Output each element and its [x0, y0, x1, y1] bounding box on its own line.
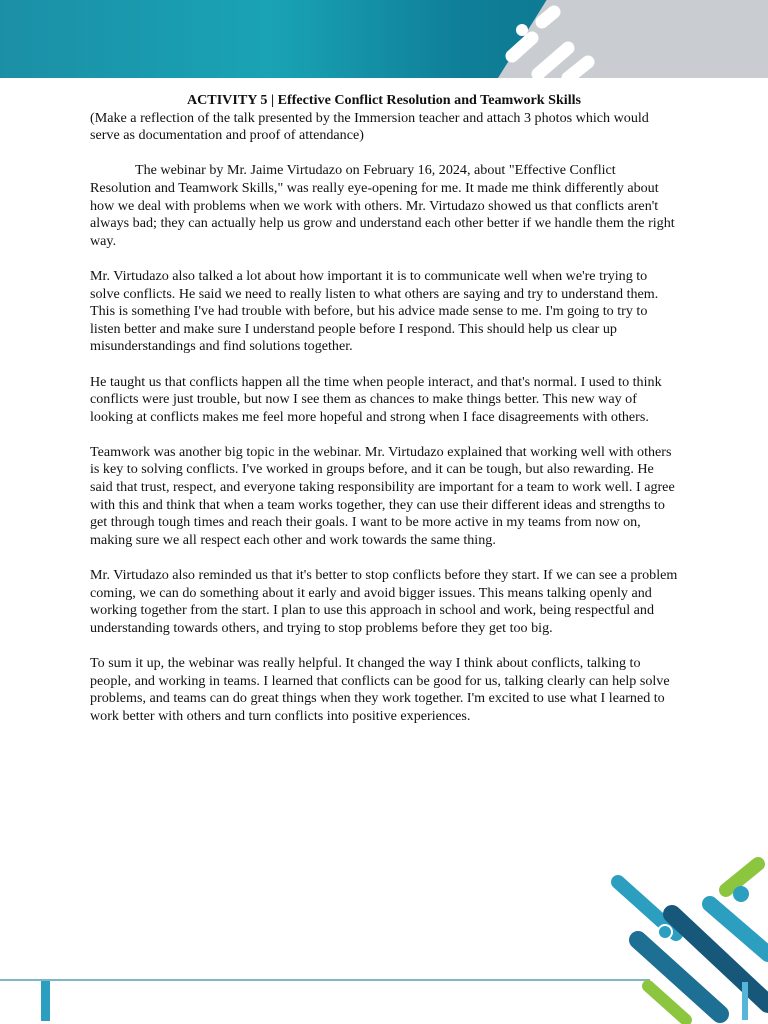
paragraph-conclusion: To sum it up, the webinar was really helpful. It changed the way I think about conflicts, talking to people, and working in teams. I learned that conflicts can be good for us, talking clearly can help solve problems, and teams can do great things when they work together. I'm excited to use what I learned to work better with others and turn conflicts into positive experiences. [90, 655, 670, 724]
activity-title: ACTIVITY 5 | Effective Conflict Resolution and Teamwork Skills [186, 92, 582, 108]
document-body [90, 92, 678, 743]
header-decoration-icon [498, 0, 618, 78]
footer-divider [0, 979, 650, 981]
paragraph-teamwork: Teamwork was another big topic in the webinar. Mr. Virtudazo explained that working well with others is key to solving conflicts. I've worked in groups before, and it can be tough, but also rewarding. He said that trust, respect, and everyone taking responsibility are important for a team to work well. I agree with this and think that when a team works together, they can use their different ideas and strengths to get through tough times and reach their goals. I want to be more active in my teams from now on, making sure we all respect each other and work towards the same thing. [90, 443, 675, 548]
paragraph-conflict-view: He taught us that conflicts happen all the time when people interact, and that's normal. I used to think conflicts were just trouble, but now I see them as chances to make things better. This new way of looking at conflicts makes me feel more hopeful and strong when I face disagreements with others. [90, 373, 662, 425]
footer-accent-left [41, 981, 50, 1021]
header-banner [0, 0, 768, 78]
paragraph-prevention: Mr. Virtudazo also reminded us that it's better to stop conflicts before they start. If we can see a problem coming, we can do something about it early and avoid bigger issues. This means talking openly and working together from the start. I plan to use this approach in school and work, being respectful and understanding towards others, and trying to stop problems before they get too big. [90, 567, 678, 636]
paragraph-communication: Mr. Virtudazo also talked a lot about how important it is to communicate well when we're trying to solve conflicts. He said we need to really listen to what others are saying and try to understand them. This is something I've had trouble with before, but his advice made sense to me. I'm going to try to listen better and make sure I understand people before I respond. This should help us clear up misunderstandings and find solutions together. [90, 267, 659, 355]
activity-instructions: (Make a reflection of the talk presented by the Immersion teacher and attach 3 photos which would serve as documentation and proof of attendance) [90, 109, 649, 144]
footer-accent-right [742, 982, 748, 1020]
paragraph-intro: The webinar by Mr. Jaime Virtudazo on February 16, 2024, about "Effective Conflict Resolution and Teamwork Skills," was really eye-opening for me. It made me think differently about how we deal with problems when we work with others. Mr. Virtudazo showed us that conflicts aren't always bad; they can actually help us grow and understand each other better if we handle them the right way. [90, 162, 675, 249]
